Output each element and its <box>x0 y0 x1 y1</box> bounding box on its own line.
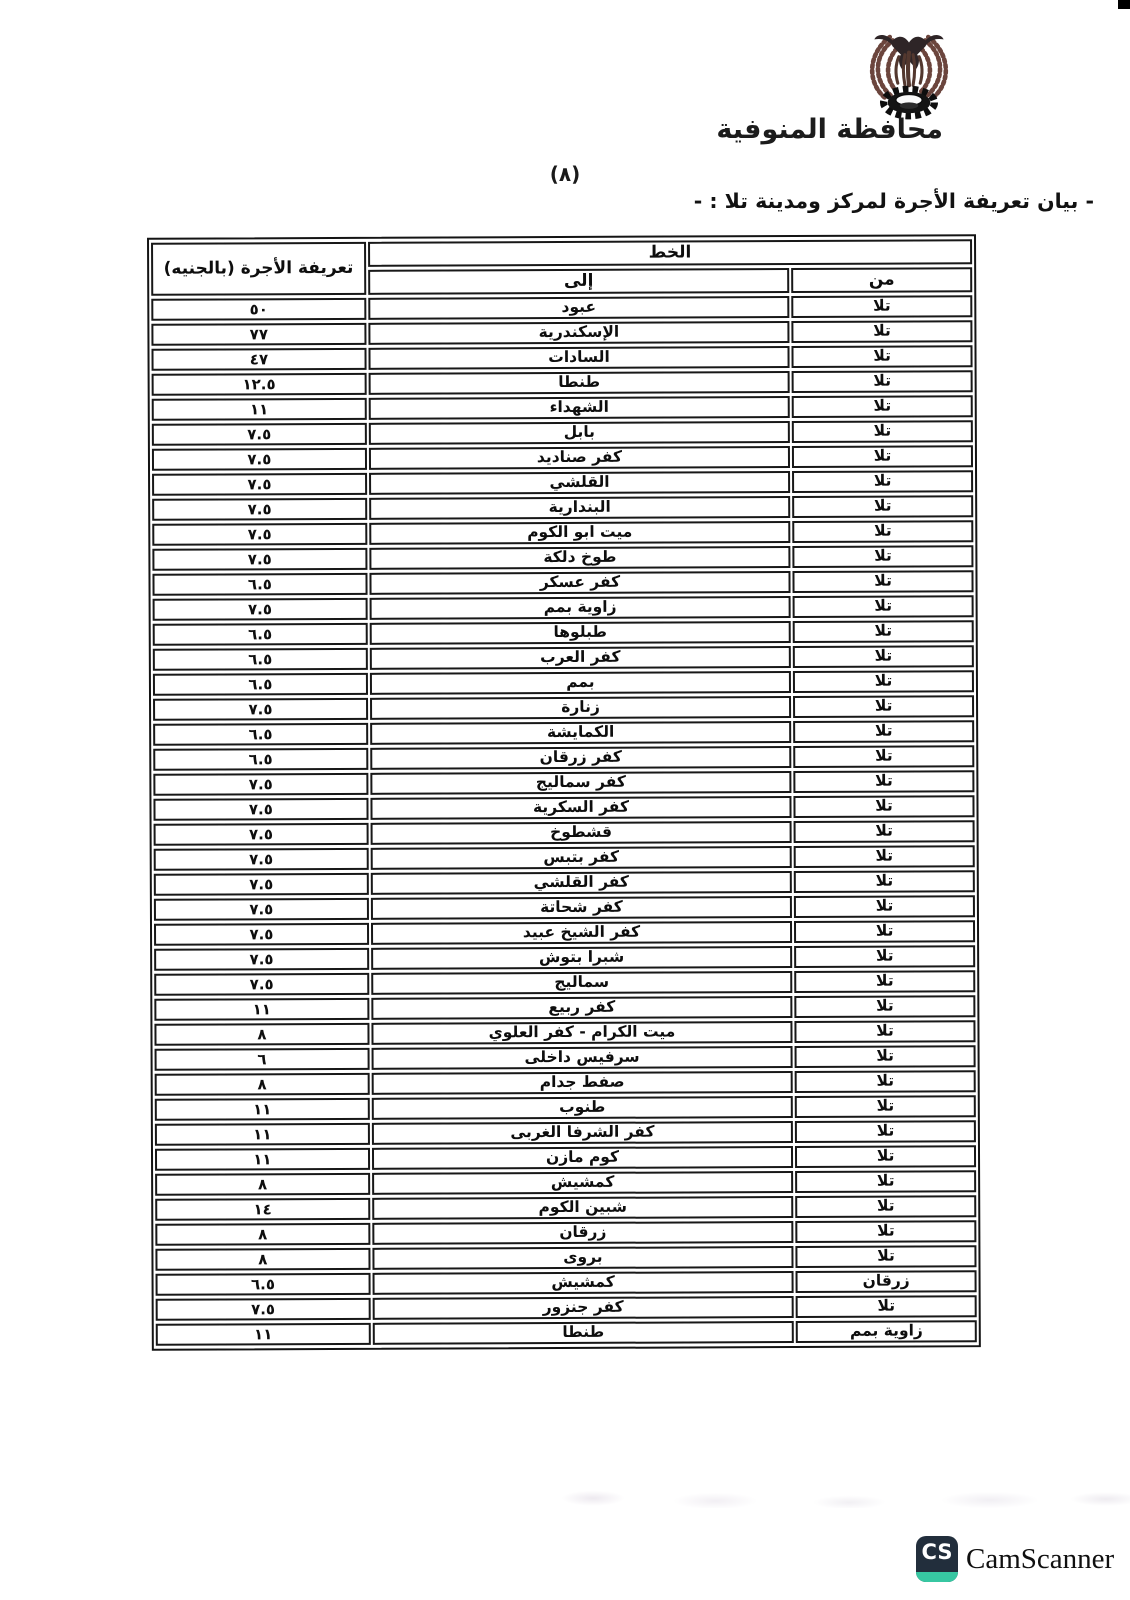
from-cell: تلا <box>794 770 975 793</box>
table-row <box>155 1220 976 1246</box>
fare-cell: ٧.٥ <box>152 523 367 546</box>
from-cell: تلا <box>794 795 975 818</box>
to-cell: القلشي <box>369 471 790 495</box>
scan-corner-mark <box>1118 0 1130 9</box>
to-cell: طنوب <box>372 1096 793 1120</box>
from-cell: تلا <box>794 920 975 943</box>
to-cell: الإسكندرية <box>368 321 789 345</box>
from-cell: تلا <box>793 595 974 618</box>
table-row <box>151 345 972 371</box>
governorate-name: محافظة المنوفية <box>716 114 943 145</box>
table-row <box>155 1145 976 1171</box>
fare-table <box>147 234 981 1351</box>
fare-cell: ١١ <box>155 1123 370 1146</box>
table-row <box>154 970 975 996</box>
table-row <box>155 1070 976 1096</box>
fare-cell: ٦.٥ <box>153 623 368 646</box>
from-cell: تلا <box>795 1045 976 1068</box>
fare-cell: ٧.٥ <box>154 848 369 871</box>
fare-cell: ٨ <box>155 1248 370 1271</box>
table-row <box>152 570 973 596</box>
table-row <box>155 1045 976 1071</box>
table-row <box>152 470 973 496</box>
to-cell: كمشيش <box>372 1271 793 1295</box>
fare-cell: ٥٠ <box>151 298 366 321</box>
table-row <box>153 645 974 671</box>
from-cell: تلا <box>793 570 974 593</box>
table-row <box>154 820 975 846</box>
fare-cell: ٧.٥ <box>152 548 367 571</box>
table-row <box>153 770 974 796</box>
fare-cell: ٧.٥ <box>152 498 367 521</box>
to-cell: كمشيش <box>372 1171 793 1195</box>
to-cell: طوخ دلكة <box>369 546 790 570</box>
scan-smudge-artifact <box>520 1480 1130 1508</box>
to-cell: كفر الشرفا الغربى <box>372 1121 793 1145</box>
from-cell: تلا <box>796 1295 977 1318</box>
from-cell: تلا <box>791 295 972 318</box>
to-cell: ميت ابو الكوم <box>369 521 790 545</box>
fare-cell: ١١ <box>155 1098 370 1121</box>
to-cell: كفر جنزور <box>372 1296 793 1320</box>
fare-cell: ٧.٥ <box>153 773 368 796</box>
table-row <box>155 1245 976 1271</box>
fare-cell: ٦.٥ <box>153 648 368 671</box>
fare-cell: ٧.٥ <box>154 948 369 971</box>
from-cell: تلا <box>794 845 975 868</box>
from-cell: تلا <box>795 1220 976 1243</box>
table-row <box>153 695 974 721</box>
from-cell: تلا <box>792 470 973 493</box>
fare-cell: ٧٧ <box>151 323 366 346</box>
from-cell: تلا <box>792 520 973 543</box>
to-cell: بمم <box>370 671 791 695</box>
fare-cell: ١٢.٥ <box>152 373 367 396</box>
from-cell: تلا <box>795 1020 976 1043</box>
to-cell: السادات <box>368 346 789 370</box>
table-row <box>153 795 974 821</box>
from-cell: تلا <box>795 1195 976 1218</box>
to-cell: كفر السكرية <box>370 796 791 820</box>
governorate-eagle-emblem-icon <box>854 24 964 120</box>
fare-cell: ٦.٥ <box>153 723 368 746</box>
table-row <box>155 1170 976 1196</box>
to-cell: صفط جدام <box>371 1071 792 1095</box>
to-cell: الكمايشة <box>370 721 791 745</box>
col-header-fare: تعريفة الأجرة (بالجنيه) <box>151 242 366 296</box>
from-cell: تلا <box>792 495 973 518</box>
fare-cell: ٨ <box>155 1223 370 1246</box>
table-row <box>153 720 974 746</box>
from-cell: تلا <box>792 345 973 368</box>
from-cell: تلا <box>794 895 975 918</box>
fare-cell: ٨ <box>155 1073 370 1096</box>
to-cell: كفر صناديد <box>369 446 790 470</box>
fare-cell: ٤٧ <box>151 348 366 371</box>
table-row <box>154 870 975 896</box>
col-header-route: الخط <box>368 239 972 267</box>
from-cell: تلا <box>794 820 975 843</box>
to-cell: زنارة <box>370 696 791 720</box>
from-cell: تلا <box>795 1170 976 1193</box>
to-cell: كفر زرقان <box>370 746 791 770</box>
from-cell: تلا <box>795 1070 976 1093</box>
table-row <box>151 320 972 346</box>
from-cell: تلا <box>792 445 973 468</box>
table-row <box>156 1270 977 1296</box>
fare-cell: ٧.٥ <box>153 598 368 621</box>
fare-cell: ٧.٥ <box>156 1298 371 1321</box>
to-cell: ميت الكرام - كفر العلوي <box>371 1021 792 1045</box>
table-row <box>154 895 975 921</box>
fare-cell: ١١ <box>152 398 367 421</box>
fare-cell: ١٤ <box>155 1198 370 1221</box>
fare-cell: ٧.٥ <box>154 873 369 896</box>
table-row <box>153 670 974 696</box>
fare-cell: ٧.٥ <box>152 423 367 446</box>
fare-cell: ١١ <box>154 998 369 1021</box>
table-row <box>152 370 973 396</box>
fare-cell: ١١ <box>155 1148 370 1171</box>
to-cell: سماليج <box>371 971 792 995</box>
table-row <box>153 745 974 771</box>
to-cell: كفر ربيع <box>371 996 792 1020</box>
to-cell: كفر العرب <box>370 646 791 670</box>
fare-cell: ٦.٥ <box>152 573 367 596</box>
table-row <box>155 1120 976 1146</box>
to-cell: شبين الكوم <box>372 1196 793 1220</box>
to-cell: كفر الشيخ عبيد <box>371 921 792 945</box>
to-cell: كفر بتبس <box>370 846 791 870</box>
fare-cell: ٨ <box>155 1173 370 1196</box>
to-cell: كوم مازن <box>372 1146 793 1170</box>
from-cell: تلا <box>795 1095 976 1118</box>
to-cell: كفر شحاتة <box>371 896 792 920</box>
from-cell: تلا <box>792 320 973 343</box>
table-row <box>152 445 973 471</box>
table-row <box>156 1295 977 1321</box>
camscanner-icon-letters: CS <box>921 1540 953 1564</box>
to-cell: طنطا <box>373 1321 794 1345</box>
table-row <box>155 1195 976 1221</box>
from-cell: تلا <box>792 370 973 393</box>
table-row <box>154 945 975 971</box>
to-cell: كفر عسكر <box>369 571 790 595</box>
fare-cell: ٦.٥ <box>156 1273 371 1296</box>
from-cell: تلا <box>796 1245 977 1268</box>
fare-cell: ٧.٥ <box>154 823 369 846</box>
from-cell: تلا <box>792 420 973 443</box>
to-cell: البندارية <box>369 496 790 520</box>
fare-cell: ٧.٥ <box>152 448 367 471</box>
fare-cell: ٦.٥ <box>153 748 368 771</box>
doc-title: - بيان تعريفة الأجرة لمركز ومدينة تلا : - <box>693 189 1094 213</box>
table-row <box>152 395 973 421</box>
from-cell: تلا <box>794 970 975 993</box>
from-cell: زرقان <box>796 1270 977 1293</box>
from-cell: تلا <box>793 720 974 743</box>
fare-cell: ٧.٥ <box>152 473 367 496</box>
from-cell: تلا <box>794 870 975 893</box>
fare-cell: ٧.٥ <box>154 898 369 921</box>
from-cell: تلا <box>795 1145 976 1168</box>
from-cell: زاوية بمم <box>796 1320 977 1343</box>
from-cell: تلا <box>794 995 975 1018</box>
table-row <box>156 1320 977 1346</box>
from-cell: تلا <box>792 395 973 418</box>
table-row <box>154 845 975 871</box>
from-cell: تلا <box>793 695 974 718</box>
table-row <box>152 495 973 521</box>
to-cell: شبرا بتوش <box>371 946 792 970</box>
from-cell: تلا <box>793 745 974 768</box>
table-row <box>155 1095 976 1121</box>
fare-cell: ٨ <box>154 1023 369 1046</box>
fare-cell: ٧.٥ <box>154 973 369 996</box>
table-row <box>151 295 972 321</box>
from-cell: تلا <box>793 620 974 643</box>
table-row <box>154 1020 975 1046</box>
table-row <box>152 420 973 446</box>
to-cell: بابل <box>369 421 790 445</box>
to-cell: الشهداء <box>368 396 789 420</box>
table-row <box>152 520 973 546</box>
to-cell: سرفيس داخلى <box>371 1046 792 1070</box>
to-cell: قشطوخ <box>370 821 791 845</box>
to-cell: بروى <box>372 1246 793 1270</box>
fare-cell: ٧.٥ <box>153 698 368 721</box>
to-cell: كفر القلشي <box>371 871 792 895</box>
camscanner-watermark-label: CamScanner <box>966 1543 1115 1575</box>
col-header-from: من <box>791 267 972 293</box>
table-row <box>153 620 974 646</box>
table-row <box>154 995 975 1021</box>
fare-cell: ٦ <box>155 1048 370 1071</box>
to-cell: طنطا <box>368 371 789 395</box>
table-row <box>154 920 975 946</box>
to-cell: زاوية بمم <box>369 596 790 620</box>
table-row <box>152 545 973 571</box>
fare-cell: ٦.٥ <box>153 673 368 696</box>
page-number: (٨) <box>549 162 581 186</box>
from-cell: تلا <box>795 1120 976 1143</box>
from-cell: تلا <box>793 545 974 568</box>
fare-cell: ٧.٥ <box>153 798 368 821</box>
from-cell: تلا <box>793 670 974 693</box>
col-header-to: إلى <box>368 268 789 295</box>
from-cell: تلا <box>793 645 974 668</box>
to-cell: عبود <box>368 296 789 320</box>
table-row <box>153 595 974 621</box>
fare-cell: ١١ <box>156 1323 371 1346</box>
from-cell: تلا <box>794 945 975 968</box>
camscanner-icon <box>916 1536 958 1582</box>
fare-cell: ٧.٥ <box>154 923 369 946</box>
to-cell: طبلوها <box>369 621 790 645</box>
to-cell: زرقان <box>372 1221 793 1245</box>
to-cell: كفر سماليج <box>370 771 791 795</box>
camscanner-icon-accent <box>916 1572 958 1582</box>
fare-table-body <box>151 295 977 1346</box>
